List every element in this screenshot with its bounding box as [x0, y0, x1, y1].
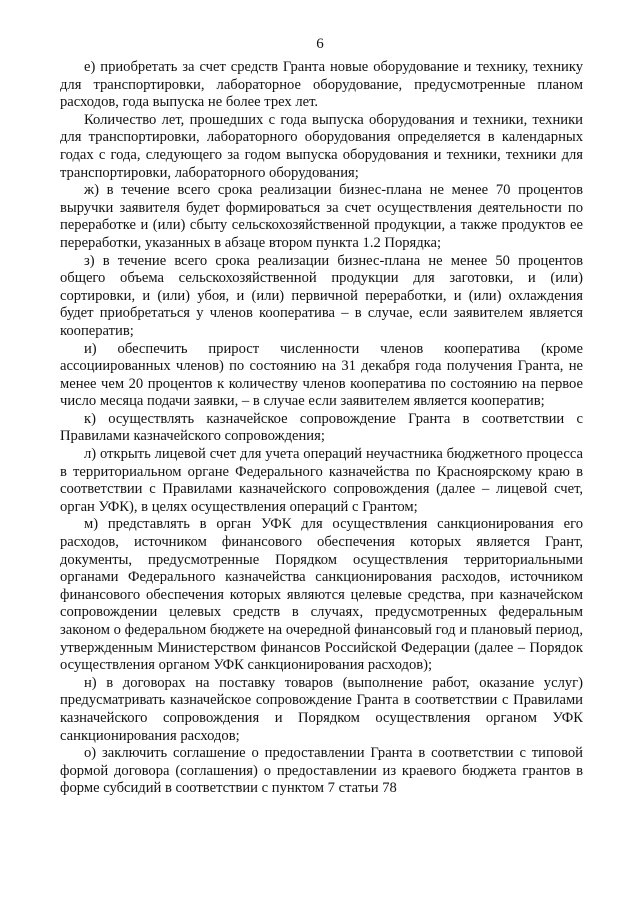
paragraph-l: л) открыть лицевой счет для учета операций неучастника бюджетного процесса в территориальном органе Федерального казначейства по Красноярскому краю в соответствии с Правилами казначейского сопровождения (далее – лицевой счет, орган УФК), в целях осуществления операций с Грантом;: [60, 446, 583, 515]
paragraph-m: м) представлять в орган УФК для осуществления санкционирования его расходов, источником финансового обеспечения которых является Грант, документы, предусмотренные Порядком осуществления территориальными органами Федерального казначейства санкционирования расходов, источником финансового обеспечения которых являются целевые средства, при казначейском сопровождении целевых средств в случаях, предусмотренных федеральным законом о федеральном бюджете на очередной финансовый год и плановый период, утвержденным Министерством финансов Российской Федерации (далее – Порядок осуществления органом УФК санкционирования расходов);: [60, 516, 583, 674]
paragraph-k: к) осуществлять казначейское сопровождение Гранта в соответствии с Правилами казначейского сопровождения;: [60, 410, 583, 445]
document-body: [60, 59, 583, 798]
paragraph-zh: ж) в течение всего срока реализации бизнес-плана не менее 70 процентов выручки заявителя будет формироваться за счет осуществления деятельности по переработке и (или) сбыту сельскохозяйственной продукции, а также продуктов ее переработки, указанных в абзаце втором пункта 1.2 Порядка;: [60, 182, 583, 251]
paragraph-equipment-age: Количество лет, прошедших с года выпуска оборудования и техники, техники для транспортировки, лабораторного оборудования определяется в календарных годах с года, следующего за годом выпуска оборудования и техники, техники для транспортировки, лабораторного оборудования;: [60, 111, 583, 181]
paragraph-e: е) приобретать за счет средств Гранта новые оборудование и технику, технику для транспортировки, лабораторное оборудование, предусмотренные планом расходов, года выпуска не более трех лет.: [60, 59, 583, 111]
paragraph-n: н) в договорах на поставку товаров (выполнение работ, оказание услуг) предусматривать казначейское сопровождение Гранта в соответствии с Правилами казначейского сопровождения и Порядком осуществления органом УФК санкционирования расходов;: [60, 674, 583, 744]
page-number: 6: [316, 36, 324, 52]
paragraph-z: з) в течение всего срока реализации бизнес-плана не менее 50 процентов общего объема сельскохозяйственной продукции для заготовки, и (или) сортировки, и (или) убоя, и (или) первичной переработки, и (или) охлаждения будет приобретаться у членов кооператива – в случае, если заявителем является кооператив;: [60, 252, 583, 339]
paragraph-i: и) обеспечить прирост численности членов кооператива (кроме ассоциированных членов) по состоянию на 31 декабря года получения Гранта, не менее чем 20 процентов к количеству членов кооператива по состоянию на первое число месяца подачи заявки, – в случае если заявителем является кооператив;: [60, 340, 583, 410]
paragraph-o: о) заключить соглашение о предоставлении Гранта в соответствии с типовой формой договора (соглашения) о предоставлении из краевого бюджета грантов в форме субсидий в соответствии с пунктом 7 статьи 78: [60, 745, 583, 797]
